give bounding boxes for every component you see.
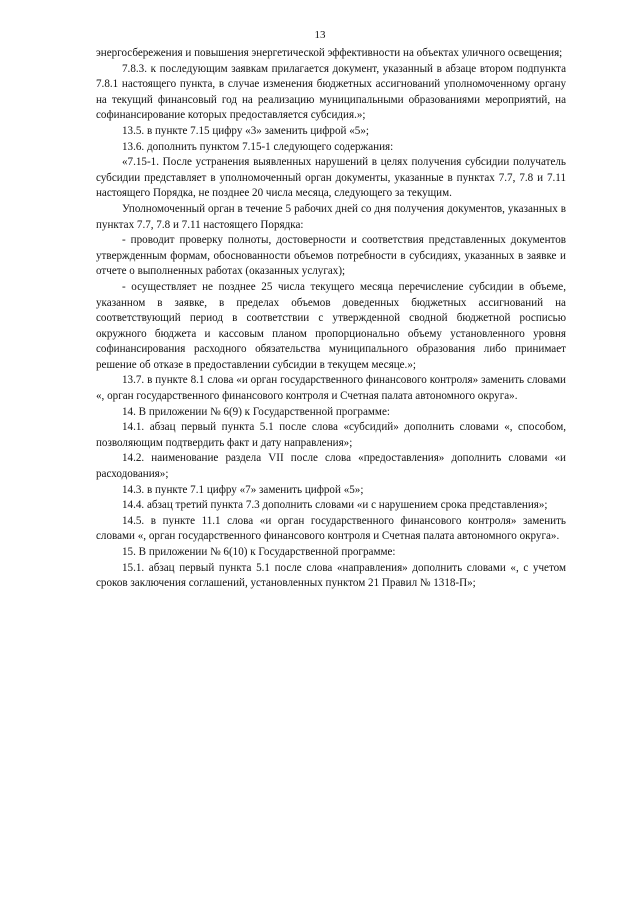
paragraph: 14. В приложении № 6(9) к Государственной программе: <box>122 405 390 418</box>
document-body <box>96 46 566 592</box>
paragraph: - осуществляет не позднее 25 числа текущего месяца перечисление субсидии в объеме, указанном в заявке, в пределах объемов доведенных бюджетных ассигнований на соответствующий период в соответствии с утвержденной сводной бюджетной росписью окружного бюджета и кассовым планом пропорционально объему установленного уровня софинансирования расходного обязательства муниципального образования либо принимает решение об отказе в предоставлении субсидии в текущем месяце.»; <box>96 280 566 371</box>
paragraph: 14.4. абзац третий пункта 7.3 дополнить словами «и с нарушением срока представления»; <box>122 499 548 512</box>
paragraph: 15. В приложении № 6(10) к Государственной программе: <box>122 546 396 558</box>
paragraph: энергосбережения и повышения энергетической эффективности на объектах уличного освещения; <box>96 47 563 59</box>
paragraph: - проводит проверку полноты, достоверности и соответствия представленных документов утвержденным формам, обоснованности объемов потребности в субсидиях, указанных в заявке и отчете о выполненных работах (оказанных услугах); <box>96 234 566 278</box>
paragraph: «7.15-1. После устранения выявленных нарушений в целях получения субсидии получатель субсидии представляет в уполномоченный орган документы, указанные в пунктах 7.7, 7.8 и 7.11 настоящего Порядка, не позднее 20 числа месяца, следующего за текущим. <box>96 156 566 200</box>
paragraph: 13.7. в пункте 8.1 слова «и орган государственного финансового контроля» заменить словами «, орган государственного финансового контроля и Счетная палата автономного округа». <box>96 374 566 403</box>
paragraph: 7.8.3. к последующим заявкам прилагается документ, указанный в абзаце втором подпункта 7.8.1 настоящего пункта, в случае изменения бюджетных ассигнований уполномоченному органу на текущий финансовый год на реализацию муниципальными образованиями мероприятий, на софинансирование которых предоставляется субсидия.»; <box>96 62 566 122</box>
paragraph: 15.1. абзац первый пункта 5.1 после слова «направления» дополнить словами «, с учетом сроков заключения соглашений, установленных пунктом 21 Правил № 1318-П»; <box>96 561 566 590</box>
paragraph: 13.6. дополнить пунктом 7.15-1 следующего содержания: <box>122 140 394 153</box>
paragraph: Уполномоченный орган в течение 5 рабочих дней со дня получения документов, указанных в пунктах 7.7, 7.8 и 7.11 настоящего Порядка: <box>96 202 566 231</box>
paragraph: 14.3. в пункте 7.1 цифру «7» заменить цифрой «5»; <box>122 483 364 496</box>
page-number: 13 <box>314 29 326 41</box>
paragraph: 13.5. в пункте 7.15 цифру «3» заменить цифрой «5»; <box>122 124 369 137</box>
paragraph: 14.2. наименование раздела VII после слова «предоставления» дополнить словами «и расходования»; <box>96 452 566 481</box>
paragraph: 14.5. в пункте 11.1 слова «и орган государственного финансового контроля» заменить словами «, орган государственного финансового контроля и Счетная палата автономного округа». <box>96 514 566 543</box>
paragraph: 14.1. абзац первый пункта 5.1 после слова «субсидий» дополнить словами «, способом, позволяющим подтвердить факт и дату направления»; <box>96 421 566 449</box>
